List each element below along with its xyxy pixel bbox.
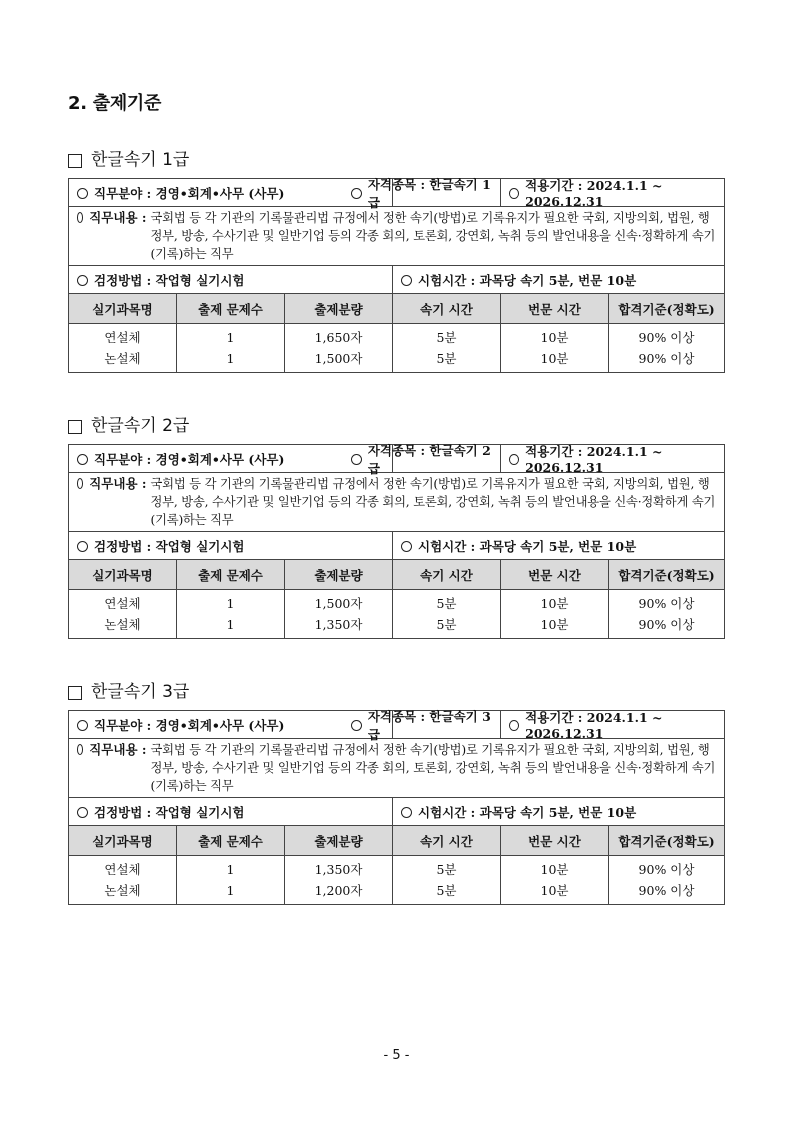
trans-time-value: 10분 xyxy=(540,330,569,345)
count-value: 1 xyxy=(226,596,235,611)
time-cell xyxy=(393,798,725,826)
period-cell xyxy=(501,444,724,475)
steno-time-cell xyxy=(393,324,501,373)
header-cell: 출제 문제수 xyxy=(177,294,285,324)
subject-value: 연설체 xyxy=(104,862,141,877)
grade-heading-text: 한글속기 2급 xyxy=(91,416,190,436)
section-title: 2. 출제기준 xyxy=(68,93,162,114)
trans-time-cell xyxy=(501,856,609,905)
grade-section xyxy=(68,680,724,905)
circle-icon xyxy=(77,744,83,755)
steno-time-cell xyxy=(393,856,501,905)
table-header-row xyxy=(69,560,725,590)
page-number: - 5 - xyxy=(383,1048,410,1063)
period-text: 적용기간 : 2024.1.1 ~ 2026.12.31 xyxy=(525,178,663,209)
count-value: 1 xyxy=(226,617,235,632)
method-text: 검정방법 : 작업형 실기시험 xyxy=(94,804,245,820)
circle-icon xyxy=(77,454,88,465)
amount-value: 1,500자 xyxy=(314,351,363,366)
info-row xyxy=(69,711,725,739)
trans-time-cell xyxy=(501,590,609,639)
qualification-cell xyxy=(343,708,501,742)
amount-value: 1,350자 xyxy=(314,862,363,877)
header-cell: 번문 시간 xyxy=(501,560,609,590)
content-cell xyxy=(69,207,725,266)
circle-icon xyxy=(509,454,519,465)
circle-icon xyxy=(77,720,88,731)
content-label: 직무내용 : xyxy=(89,742,147,757)
header-cell: 실기과목명 xyxy=(69,826,177,856)
criteria-value: 90% 이상 xyxy=(638,330,695,345)
criteria-value: 90% 이상 xyxy=(638,883,695,898)
header-cell: 번문 시간 xyxy=(501,826,609,856)
count-cell xyxy=(177,590,285,639)
criteria-value: 90% 이상 xyxy=(638,862,695,877)
content-label: 직무내용 : xyxy=(89,210,147,225)
trans-time-value: 10분 xyxy=(540,617,569,632)
spec-table xyxy=(68,178,725,373)
content-label: 직무내용 : xyxy=(89,476,147,491)
method-text: 검정방법 : 작업형 실기시험 xyxy=(94,272,245,288)
criteria-cell xyxy=(609,856,725,905)
method-cell xyxy=(69,532,393,560)
circle-icon xyxy=(401,807,412,818)
qualification-text: 자격종목 : 한글속기 1급 xyxy=(367,176,491,210)
grade-section xyxy=(68,148,724,373)
subject-cell xyxy=(69,590,177,639)
amount-value: 1,350자 xyxy=(314,617,363,632)
steno-time-value: 5분 xyxy=(436,883,457,898)
circle-icon xyxy=(77,275,88,286)
grade-heading xyxy=(68,680,724,704)
qualification-text: 자격종목 : 한글속기 3급 xyxy=(367,708,491,742)
header-cell: 출제 문제수 xyxy=(177,560,285,590)
steno-time-value: 5분 xyxy=(436,617,457,632)
field-text: 직무분야 : 경영•회계•사무 (사무) xyxy=(94,185,285,201)
grade-section xyxy=(68,414,724,639)
qualification-cell xyxy=(343,442,501,476)
method-row xyxy=(69,798,725,826)
circle-icon xyxy=(401,541,412,552)
checkbox-icon xyxy=(68,154,82,168)
subject-cell xyxy=(69,324,177,373)
method-cell xyxy=(69,266,393,294)
amount-cell xyxy=(285,856,393,905)
grade-heading-text: 한글속기 1급 xyxy=(91,150,190,170)
count-value: 1 xyxy=(226,351,235,366)
period-text: 적용기간 : 2024.1.1 ~ 2026.12.31 xyxy=(525,444,663,475)
content-text: 국회법 등 각 기관의 기록물관리법 규정에서 정한 속기(방법)로 기록유지가 필요한 국회, 지방의회, 법원, 행정부, 방송, 수사기관 및 일반기업 등의 각종 회의, 토론회, 강연회, 녹취 등의 발언내용을 신속·정확하게 속기(기록)하는 직무 xyxy=(150,743,716,793)
count-cell xyxy=(177,856,285,905)
content-row xyxy=(69,739,725,798)
steno-time-value: 5분 xyxy=(436,596,457,611)
subject-value: 논설체 xyxy=(104,351,141,366)
header-cell: 합격기준(정확도) xyxy=(609,826,725,856)
spec-table xyxy=(68,444,725,639)
trans-time-value: 10분 xyxy=(540,883,569,898)
circle-icon xyxy=(77,188,88,199)
trans-time-value: 10분 xyxy=(540,862,569,877)
criteria-value: 90% 이상 xyxy=(638,351,695,366)
time-cell xyxy=(393,532,725,560)
steno-time-value: 5분 xyxy=(436,330,457,345)
table-header-row xyxy=(69,294,725,324)
circle-icon xyxy=(77,212,83,223)
method-cell xyxy=(69,798,393,826)
circle-icon xyxy=(509,188,519,199)
qualification-text: 자격종목 : 한글속기 2급 xyxy=(367,442,491,476)
header-cell: 속기 시간 xyxy=(393,560,501,590)
amount-value: 1,650자 xyxy=(314,330,363,345)
subject-cell xyxy=(69,856,177,905)
circle-icon xyxy=(77,478,83,489)
steno-time-value: 5분 xyxy=(436,862,457,877)
subject-value: 연설체 xyxy=(104,596,141,611)
info-row xyxy=(69,179,725,207)
circle-icon xyxy=(77,541,88,552)
subject-value: 연설체 xyxy=(104,330,141,345)
table-header-row xyxy=(69,826,725,856)
period-cell xyxy=(501,710,724,741)
field-text: 직무분야 : 경영•회계•사무 (사무) xyxy=(94,717,285,733)
header-cell: 출제분량 xyxy=(285,294,393,324)
count-cell xyxy=(177,324,285,373)
trans-time-value: 10분 xyxy=(540,596,569,611)
header-cell: 합격기준(정확도) xyxy=(609,560,725,590)
content-cell xyxy=(69,473,725,532)
steno-time-cell xyxy=(393,590,501,639)
time-text: 시험시간 : 과목당 속기 5분, 번문 10분 xyxy=(418,538,637,554)
amount-value: 1,200자 xyxy=(314,883,363,898)
method-text: 검정방법 : 작업형 실기시험 xyxy=(94,538,245,554)
trans-time-value: 10분 xyxy=(540,351,569,366)
criteria-cell xyxy=(609,324,725,373)
qual-period-cell xyxy=(367,708,725,742)
period-cell xyxy=(501,178,724,209)
checkbox-icon xyxy=(68,686,82,700)
period-text: 적용기간 : 2024.1.1 ~ 2026.12.31 xyxy=(525,710,663,741)
time-cell xyxy=(393,266,725,294)
header-cell: 출제분량 xyxy=(285,560,393,590)
method-row xyxy=(69,532,725,560)
table-data-row xyxy=(69,856,725,905)
field-text: 직무분야 : 경영•회계•사무 (사무) xyxy=(94,451,285,467)
method-row xyxy=(69,266,725,294)
count-value: 1 xyxy=(226,330,235,345)
table-data-row xyxy=(69,590,725,639)
criteria-value: 90% 이상 xyxy=(638,596,695,611)
header-cell: 실기과목명 xyxy=(69,560,177,590)
count-value: 1 xyxy=(226,883,235,898)
subject-value: 논설체 xyxy=(104,883,141,898)
checkbox-icon xyxy=(68,420,82,434)
spec-table xyxy=(68,710,725,905)
criteria-cell xyxy=(609,590,725,639)
table-data-row xyxy=(69,324,725,373)
amount-cell xyxy=(285,324,393,373)
content-text: 국회법 등 각 기관의 기록물관리법 규정에서 정한 속기(방법)로 기록유지가 필요한 국회, 지방의회, 법원, 행정부, 방송, 수사기관 및 일반기업 등의 각종 회의, 토론회, 강연회, 녹취 등의 발언내용을 신속·정확하게 속기(기록)하는 직무 xyxy=(150,477,716,527)
grade-heading-text: 한글속기 3급 xyxy=(91,682,190,702)
qual-period-cell xyxy=(367,176,725,210)
circle-icon xyxy=(351,720,362,731)
header-cell: 합격기준(정확도) xyxy=(609,294,725,324)
grade-heading xyxy=(68,414,724,438)
header-cell: 속기 시간 xyxy=(393,294,501,324)
info-row xyxy=(69,445,725,473)
circle-icon xyxy=(401,275,412,286)
time-text: 시험시간 : 과목당 속기 5분, 번문 10분 xyxy=(418,272,637,288)
content-row xyxy=(69,473,725,532)
trans-time-cell xyxy=(501,324,609,373)
header-cell: 출제분량 xyxy=(285,826,393,856)
steno-time-value: 5분 xyxy=(436,351,457,366)
header-cell: 출제 문제수 xyxy=(177,826,285,856)
amount-cell xyxy=(285,590,393,639)
subject-value: 논설체 xyxy=(104,617,141,632)
circle-icon xyxy=(351,188,362,199)
criteria-value: 90% 이상 xyxy=(638,617,695,632)
count-value: 1 xyxy=(226,862,235,877)
content-cell xyxy=(69,739,725,798)
grade-heading xyxy=(68,148,724,172)
circle-icon xyxy=(77,807,88,818)
circle-icon xyxy=(509,720,519,731)
circle-icon xyxy=(351,454,362,465)
qualification-cell xyxy=(343,176,501,210)
amount-value: 1,500자 xyxy=(314,596,363,611)
content-row xyxy=(69,207,725,266)
content-text: 국회법 등 각 기관의 기록물관리법 규정에서 정한 속기(방법)로 기록유지가 필요한 국회, 지방의회, 법원, 행정부, 방송, 수사기관 및 일반기업 등의 각종 회의, 토론회, 강연회, 녹취 등의 발언내용을 신속·정확하게 속기(기록)하는 직무 xyxy=(150,211,716,261)
header-cell: 속기 시간 xyxy=(393,826,501,856)
header-cell: 번문 시간 xyxy=(501,294,609,324)
header-cell: 실기과목명 xyxy=(69,294,177,324)
time-text: 시험시간 : 과목당 속기 5분, 번문 10분 xyxy=(418,804,637,820)
qual-period-cell xyxy=(367,442,725,476)
